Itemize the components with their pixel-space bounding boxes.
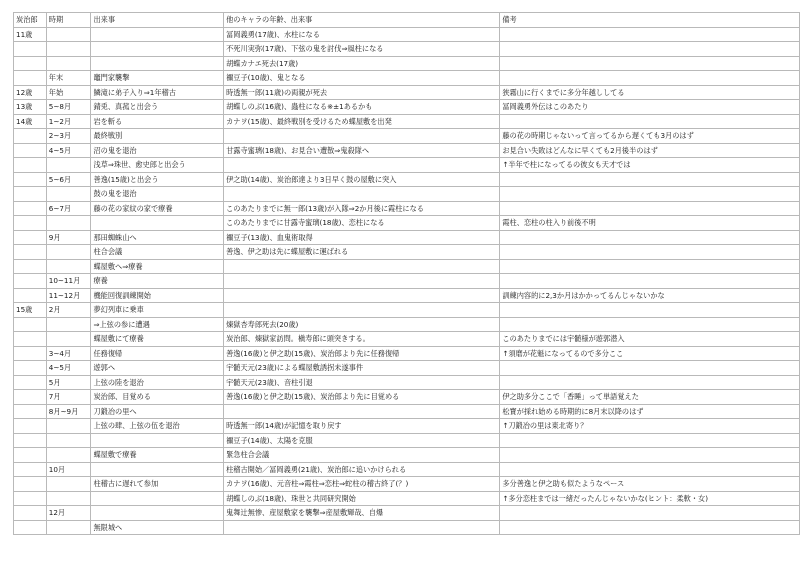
period-cell[interactable]: 年末 <box>46 71 91 86</box>
age-cell[interactable] <box>14 491 47 506</box>
event-cell[interactable]: 浅草⇒珠世、愈史郎と出会う <box>91 158 224 173</box>
age-cell[interactable] <box>14 462 47 477</box>
age-cell[interactable] <box>14 129 47 144</box>
event-cell[interactable]: 上弦の陸を退治 <box>91 375 224 390</box>
table-row <box>14 85 800 100</box>
age-cell[interactable] <box>14 375 47 390</box>
table-row <box>14 433 800 448</box>
other-chars-cell[interactable]: 緊急柱合会議 <box>224 448 500 463</box>
age-cell[interactable] <box>14 42 47 57</box>
table-row <box>14 129 800 144</box>
notes-cell[interactable] <box>500 274 800 289</box>
notes-cell[interactable] <box>500 259 800 274</box>
table-row <box>14 375 800 390</box>
notes-cell[interactable]: 松寳が採れ始める時期的に8月末以降のはず <box>500 404 800 419</box>
notes-cell[interactable] <box>500 506 800 521</box>
table-row <box>14 56 800 71</box>
age-cell[interactable] <box>14 520 47 535</box>
table-row <box>14 100 800 115</box>
notes-cell[interactable] <box>500 448 800 463</box>
header-age[interactable]: 炭治郎 <box>14 13 47 28</box>
age-cell[interactable] <box>14 332 47 347</box>
age-cell[interactable] <box>14 158 47 173</box>
event-cell[interactable] <box>91 42 224 57</box>
table-row <box>14 172 800 187</box>
notes-cell[interactable]: 狭霧山に行くまでに多分年越ししてる <box>500 85 800 100</box>
notes-cell[interactable] <box>500 361 800 376</box>
period-cell[interactable] <box>46 520 91 535</box>
notes-cell[interactable] <box>500 303 800 318</box>
event-cell[interactable] <box>91 462 224 477</box>
age-cell[interactable] <box>14 361 47 376</box>
notes-cell[interactable]: ↑刀鍛冶の里は東北寄り？ <box>500 419 800 434</box>
age-cell[interactable] <box>14 143 47 158</box>
table-row <box>14 288 800 303</box>
period-cell[interactable]: 9月 <box>46 230 91 245</box>
other-chars-cell[interactable] <box>224 259 500 274</box>
other-chars-cell[interactable]: 時透無一郎(14歳)が記憶を取り戻す <box>224 419 500 434</box>
period-cell[interactable] <box>46 158 91 173</box>
table-row <box>14 506 800 521</box>
event-cell[interactable]: 最終戦別 <box>91 129 224 144</box>
other-chars-cell[interactable] <box>224 274 500 289</box>
notes-cell[interactable] <box>500 462 800 477</box>
period-cell[interactable] <box>46 56 91 71</box>
age-cell[interactable] <box>14 56 47 71</box>
period-cell[interactable] <box>46 448 91 463</box>
period-cell[interactable]: 4~5月 <box>46 361 91 376</box>
table-row <box>14 259 800 274</box>
other-chars-cell[interactable]: 胡蝶しのぶ(18歳)、珠世と共同研究開始 <box>224 491 500 506</box>
notes-cell[interactable]: このあたりまでには宇髄様が遊郭潜入 <box>500 332 800 347</box>
other-chars-cell[interactable]: 甘露寺蜜璃(18歳)、お見合い遭散⇒鬼殺隊へ <box>224 143 500 158</box>
event-cell[interactable]: ⇒上弦の参に遭遇 <box>91 317 224 332</box>
table-row <box>14 477 800 492</box>
table-row <box>14 187 800 202</box>
age-cell[interactable] <box>14 172 47 187</box>
table-row <box>14 216 800 231</box>
period-cell[interactable]: 5~8月 <box>46 100 91 115</box>
table-row <box>14 317 800 332</box>
event-cell[interactable]: 岩を斬る <box>91 114 224 129</box>
notes-cell[interactable]: お見合い失敗はどんなに早くても2月後半のはず <box>500 143 800 158</box>
notes-cell[interactable] <box>500 201 800 216</box>
event-cell[interactable]: 炭治郎、目覚める <box>91 390 224 405</box>
period-cell[interactable] <box>46 491 91 506</box>
event-cell[interactable]: 蝶屋敷へ⇒療養 <box>91 259 224 274</box>
notes-cell[interactable]: 多分善逸と伊之助も似たようなペース <box>500 477 800 492</box>
age-cell[interactable]: 15歳 <box>14 303 47 318</box>
event-cell[interactable]: 柱合会議 <box>91 245 224 260</box>
other-chars-cell[interactable]: 柱稽古開始／冨岡義勇(21歳)、炭治郎に追いかけられる <box>224 462 500 477</box>
age-cell[interactable] <box>14 346 47 361</box>
notes-cell[interactable]: 藤の花の時期じゃないって言ってるから遅くても3月のはず <box>500 129 800 144</box>
table-row <box>14 390 800 405</box>
header-row <box>14 13 800 28</box>
period-cell[interactable] <box>46 259 91 274</box>
event-cell[interactable] <box>91 491 224 506</box>
other-chars-cell[interactable] <box>224 288 500 303</box>
other-chars-cell[interactable] <box>224 158 500 173</box>
age-cell[interactable] <box>14 187 47 202</box>
table-row <box>14 448 800 463</box>
table-row <box>14 71 800 86</box>
other-chars-cell[interactable]: 宇髄天元(23歳)、音柱引退 <box>224 375 500 390</box>
period-cell[interactable] <box>46 187 91 202</box>
notes-cell[interactable] <box>500 520 800 535</box>
other-chars-cell[interactable] <box>224 520 500 535</box>
age-cell[interactable] <box>14 317 47 332</box>
other-chars-cell[interactable] <box>224 303 500 318</box>
age-cell[interactable] <box>14 216 47 231</box>
age-cell[interactable]: 13歳 <box>14 100 47 115</box>
period-cell[interactable]: 8月~9月 <box>46 404 91 419</box>
other-chars-cell[interactable]: 善逸(16歳)と伊之助(15歳)、炭治郎より先に目覚める <box>224 390 500 405</box>
event-cell[interactable] <box>91 433 224 448</box>
notes-cell[interactable]: ↑半年で柱になってるの彼女も天才では <box>500 158 800 173</box>
notes-cell[interactable] <box>500 27 800 42</box>
period-cell[interactable]: 3~4月 <box>46 346 91 361</box>
period-cell[interactable]: 2~3月 <box>46 129 91 144</box>
notes-cell[interactable] <box>500 245 800 260</box>
notes-cell[interactable] <box>500 71 800 86</box>
age-cell[interactable] <box>14 259 47 274</box>
other-chars-cell[interactable]: 煉獄杏寿郎死去(20歳) <box>224 317 500 332</box>
other-chars-cell[interactable] <box>224 187 500 202</box>
event-cell[interactable] <box>91 56 224 71</box>
age-cell[interactable] <box>14 245 47 260</box>
event-cell[interactable]: 刀鍛冶の里へ <box>91 404 224 419</box>
other-chars-cell[interactable]: 時透無一郎(11歳)の両親が死去 <box>224 85 500 100</box>
event-cell[interactable]: 蝶屋敷で療養 <box>91 448 224 463</box>
period-cell[interactable] <box>46 42 91 57</box>
header-other-characters[interactable]: 他のキャラの年齢、出来事 <box>224 13 500 28</box>
event-cell[interactable]: 任務復帰 <box>91 346 224 361</box>
event-cell[interactable] <box>91 27 224 42</box>
age-cell[interactable] <box>14 201 47 216</box>
table-row <box>14 274 800 289</box>
age-cell[interactable] <box>14 230 47 245</box>
period-cell[interactable]: 11~12月 <box>46 288 91 303</box>
period-cell[interactable] <box>46 27 91 42</box>
event-cell[interactable]: 沼の鬼を退治 <box>91 143 224 158</box>
notes-cell[interactable] <box>500 42 800 57</box>
notes-cell[interactable]: 訓練内容的に2,3か月はかかってるんじゃないかな <box>500 288 800 303</box>
age-cell[interactable]: 11歳 <box>14 27 47 42</box>
table-row <box>14 346 800 361</box>
other-chars-cell[interactable]: 善逸(16歳)と伊之助(15歳)、炭治郎より先に任務復帰 <box>224 346 500 361</box>
event-cell[interactable]: 柱稽古に遅れて参加 <box>91 477 224 492</box>
notes-cell[interactable] <box>500 375 800 390</box>
table-row <box>14 143 800 158</box>
table-row <box>14 404 800 419</box>
notes-cell[interactable]: 冨岡義勇外伝はこのあたり <box>500 100 800 115</box>
event-cell[interactable]: 那田蜘蛛山へ <box>91 230 224 245</box>
other-chars-cell[interactable]: このあたりまでに無一郎(13歳)が入隊⇒2か月後に霞柱になる <box>224 201 500 216</box>
table-row <box>14 419 800 434</box>
period-cell[interactable]: 年始 <box>46 85 91 100</box>
table-row <box>14 245 800 260</box>
age-cell[interactable]: 12歳 <box>14 85 47 100</box>
header-notes[interactable]: 備考 <box>500 13 800 28</box>
notes-cell[interactable]: 伊之助多分ここで「香睡」って単語覚えた <box>500 390 800 405</box>
notes-cell[interactable]: ↑須磨が花魁になってるので多分ここ <box>500 346 800 361</box>
other-chars-cell[interactable]: 炭治郎、煉獄家訪問。槇寿郎に頭突きする。 <box>224 332 500 347</box>
period-cell[interactable]: 7月 <box>46 390 91 405</box>
other-chars-cell[interactable] <box>224 129 500 144</box>
period-cell[interactable] <box>46 477 91 492</box>
notes-cell[interactable] <box>500 433 800 448</box>
event-cell[interactable]: 藤の花の家紋の家で療養 <box>91 201 224 216</box>
table-row <box>14 201 800 216</box>
table-row <box>14 42 800 57</box>
table-row <box>14 332 800 347</box>
other-chars-cell[interactable]: 善逸、伊之助は先に蝶屋敷に運ばれる <box>224 245 500 260</box>
other-chars-cell[interactable]: 宇髄天元(23歳)による蝶屋敷誘拐未遂事件 <box>224 361 500 376</box>
other-chars-cell[interactable]: 伊之助(14歳)、炭治郎達より3日早く鼓の屋敷に突入 <box>224 172 500 187</box>
event-cell[interactable]: 錆兎、真菰と出会う <box>91 100 224 115</box>
period-cell[interactable]: 10~11月 <box>46 274 91 289</box>
period-cell[interactable]: 5~6月 <box>46 172 91 187</box>
notes-cell[interactable] <box>500 56 800 71</box>
event-cell[interactable]: 夢幻列車に乗車 <box>91 303 224 318</box>
table-row <box>14 520 800 535</box>
table-row <box>14 491 800 506</box>
other-chars-cell[interactable] <box>224 404 500 419</box>
event-cell[interactable]: 竈門家襲撃 <box>91 71 224 86</box>
table-row <box>14 462 800 477</box>
event-cell[interactable]: 上弦の肆、上弦の伍を退治 <box>91 419 224 434</box>
event-cell[interactable]: 無限城へ <box>91 520 224 535</box>
other-chars-cell[interactable]: 胡蝶しのぶ(16歳)、蟲柱になる※±1あるかも <box>224 100 500 115</box>
other-chars-cell[interactable]: 冨岡義勇(17歳)、水柱になる <box>224 27 500 42</box>
other-chars-cell[interactable]: 禰豆子(14歳)、太陽を克服 <box>224 433 500 448</box>
period-cell[interactable]: 6~7月 <box>46 201 91 216</box>
event-cell[interactable] <box>91 506 224 521</box>
age-cell[interactable] <box>14 448 47 463</box>
table-row <box>14 114 800 129</box>
age-cell[interactable] <box>14 419 47 434</box>
other-chars-cell[interactable]: カナヲ(16歳)、元音柱⇒霞柱⇒恋柱⇒蛇柱の稽古終了(？) <box>224 477 500 492</box>
other-chars-cell[interactable]: このあたりまでに甘露寺蜜璃(18歳)、恋柱になる <box>224 216 500 231</box>
age-cell[interactable] <box>14 71 47 86</box>
event-cell[interactable]: 遊郭へ <box>91 361 224 376</box>
period-cell[interactable]: 4~5月 <box>46 143 91 158</box>
period-cell[interactable] <box>46 419 91 434</box>
header-event[interactable]: 出来事 <box>91 13 224 28</box>
notes-cell[interactable] <box>500 172 800 187</box>
period-cell[interactable] <box>46 317 91 332</box>
age-cell[interactable] <box>14 477 47 492</box>
table-row <box>14 230 800 245</box>
notes-cell[interactable]: 霞柱、恋柱の柱入り前後不明 <box>500 216 800 231</box>
age-cell[interactable] <box>14 433 47 448</box>
notes-cell[interactable] <box>500 187 800 202</box>
event-cell[interactable]: 機能回復訓練開始 <box>91 288 224 303</box>
period-cell[interactable]: 12月 <box>46 506 91 521</box>
period-cell[interactable]: 2月 <box>46 303 91 318</box>
sheet-body <box>14 27 800 535</box>
event-cell[interactable]: 療養 <box>91 274 224 289</box>
period-cell[interactable]: 5月 <box>46 375 91 390</box>
other-chars-cell[interactable]: カナヲ(15歳)、最終戦別を受けるため蝶屋敷を出発 <box>224 114 500 129</box>
age-cell[interactable] <box>14 274 47 289</box>
notes-cell[interactable] <box>500 114 800 129</box>
other-chars-cell[interactable]: 胡蝶カナエ死去(17歳) <box>224 56 500 71</box>
event-cell[interactable]: 鼓の鬼を退治 <box>91 187 224 202</box>
timeline-spreadsheet <box>13 12 800 535</box>
period-cell[interactable]: 1~2月 <box>46 114 91 129</box>
period-cell[interactable]: 10月 <box>46 462 91 477</box>
age-cell[interactable] <box>14 390 47 405</box>
table-row <box>14 158 800 173</box>
other-chars-cell[interactable]: 禰豆子(10歳)、鬼となる <box>224 71 500 86</box>
age-cell[interactable] <box>14 288 47 303</box>
age-cell[interactable]: 14歳 <box>14 114 47 129</box>
table-row <box>14 27 800 42</box>
header-period[interactable]: 時期 <box>46 13 91 28</box>
event-cell[interactable]: 鱗滝に弟子入り⇒1年稽古 <box>91 85 224 100</box>
event-cell[interactable]: 蝶屋敷にて療養 <box>91 332 224 347</box>
table-row <box>14 361 800 376</box>
period-cell[interactable] <box>46 216 91 231</box>
age-cell[interactable] <box>14 506 47 521</box>
other-chars-cell[interactable]: 鬼舞辻無惨、産屋敷家を襲撃⇒産屋敷輝哉、自爆 <box>224 506 500 521</box>
period-cell[interactable] <box>46 433 91 448</box>
period-cell[interactable] <box>46 245 91 260</box>
other-chars-cell[interactable]: 禰豆子(13歳)、血鬼術取得 <box>224 230 500 245</box>
period-cell[interactable] <box>46 332 91 347</box>
event-cell[interactable] <box>91 216 224 231</box>
age-cell[interactable] <box>14 404 47 419</box>
notes-cell[interactable] <box>500 317 800 332</box>
notes-cell[interactable]: ↑多分恋柱までは一緒だったんじゃないかな(ヒント：柔軟・女) <box>500 491 800 506</box>
other-chars-cell[interactable]: 不死川実弥(17歳)、下弦の鬼を討伐⇒風柱になる <box>224 42 500 57</box>
event-cell[interactable]: 善逸(15歳)と出会う <box>91 172 224 187</box>
table-row <box>14 303 800 318</box>
notes-cell[interactable] <box>500 230 800 245</box>
